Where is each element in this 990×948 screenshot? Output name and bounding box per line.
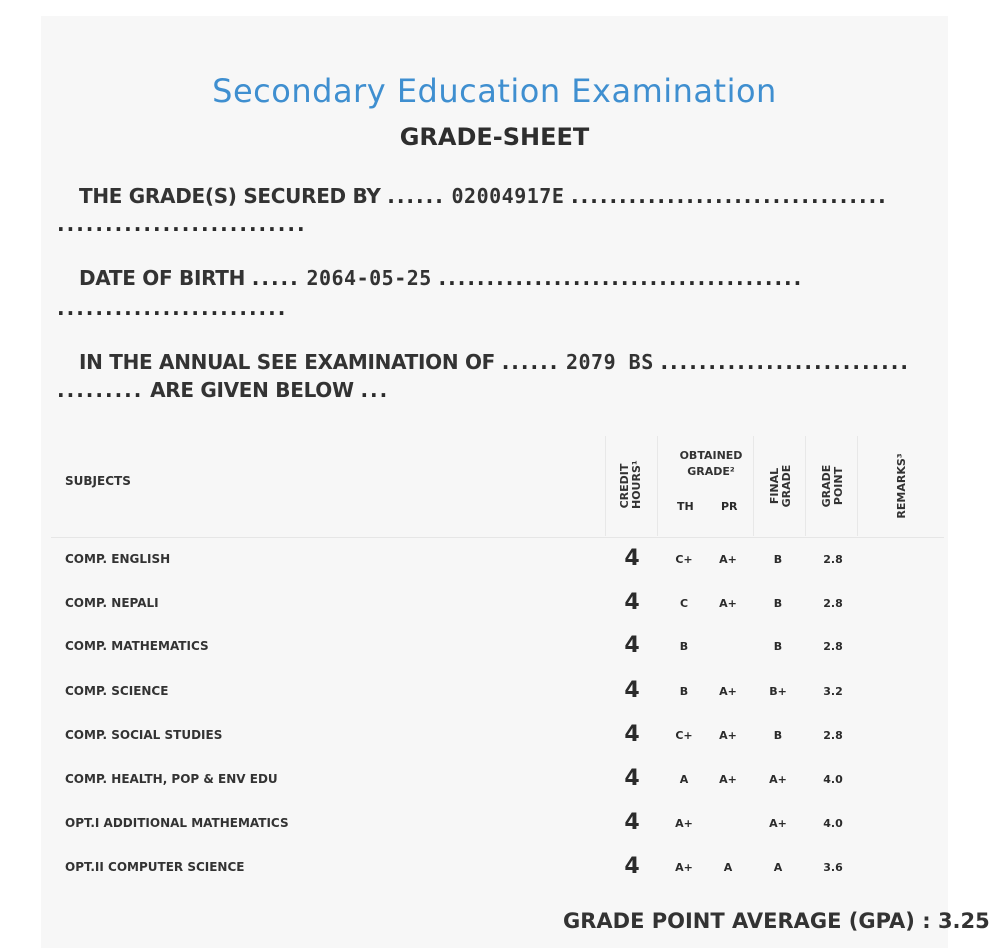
exam-line: IN THE ANNUAL SEE EXAMINATION OF ...... 2079 BS .......................... [79,350,910,374]
grade-point: 2.8 [823,729,843,742]
table-row [51,582,944,626]
dotted-continuation: ........................ [57,296,288,320]
theory-grade: B [679,685,689,698]
final-grade: B [773,640,783,653]
gpa-line [563,909,990,933]
table-row [51,758,944,802]
credit-hours: 4 [624,590,640,615]
subject-name: COMP. SOCIAL STUDIES [65,728,223,742]
practical-grade: A+ [719,597,737,610]
credit-hours: 4 [624,546,640,571]
final-grade: A [773,861,783,874]
practical-grade: A+ [719,729,737,742]
credit-hours: 4 [624,678,640,703]
final-grade: B [773,729,783,742]
given-below-line: ......... ARE GIVEN BELOW ... [57,378,390,402]
final-grade: B [773,553,783,566]
header-credit-hours: CREDIT HOURS¹ [618,460,643,509]
grade-sheet [41,16,990,948]
header-subjects: SUBJECTS [65,474,131,488]
table-row [51,846,944,890]
gpa-value: 3.25 [937,909,990,933]
credit-hours: 4 [624,722,640,747]
secured-by-line: THE GRADE(S) SECURED BY ...... 02004917E ................................. [79,184,888,208]
table-row [51,714,944,758]
theory-grade: C [679,597,689,610]
final-grade: A+ [769,773,787,786]
column-divider [805,436,806,536]
header-pr: PR [721,500,738,513]
subject-name: OPT.II COMPUTER SCIENCE [65,860,245,874]
grade-point: 2.8 [823,553,843,566]
final-grade: A+ [769,817,787,830]
theory-grade: A+ [675,861,693,874]
exam-label: IN THE ANNUAL SEE EXAMINATION OF [79,350,496,374]
subject-name: COMP. HEALTH, POP & ENV EDU [65,772,278,786]
exam-year: 2079 BS [565,350,654,374]
table-row [51,670,944,714]
grade-point: 3.2 [823,685,843,698]
dob-value: 2064-05-25 [306,266,432,290]
column-divider [605,436,606,536]
column-divider [857,436,858,536]
practical-grade: A [723,861,733,874]
practical-grade: A+ [719,685,737,698]
credit-hours: 4 [624,810,640,835]
subject-name: COMP. MATHEMATICS [65,639,209,653]
theory-grade: B [679,640,689,653]
grade-point: 2.8 [823,640,843,653]
credit-hours: 4 [624,854,640,879]
table-row [51,625,944,669]
final-grade: B+ [769,685,787,698]
table-row [51,802,944,846]
dob-line: DATE OF BIRTH ..... 2064-05-25 ...................................... [79,266,804,290]
grade-point: 2.8 [823,597,843,610]
theory-grade: A+ [675,817,693,830]
dob-label: DATE OF BIRTH [79,266,246,290]
sheet-title: GRADE-SHEET [399,123,590,151]
subject-name: OPT.I ADDITIONAL MATHEMATICS [65,816,289,830]
dotted-continuation: .......................... [57,212,307,236]
table-row [51,538,944,582]
theory-grade: A [679,773,689,786]
theory-grade: C+ [675,553,693,566]
header-obtained-grade: OBTAINED GRADE² [679,449,743,478]
subject-name: COMP. NEPALI [65,596,159,610]
practical-grade: A+ [719,773,737,786]
student-id: 02004917E [451,184,565,208]
column-divider [753,436,754,536]
header-remarks: REMARKS³ [895,453,908,519]
theory-grade: C+ [675,729,693,742]
header-th: TH [677,500,694,513]
gpa-label: GRADE POINT AVERAGE (GPA) : [563,909,931,933]
secured-by-label: THE GRADE(S) SECURED BY [79,184,381,208]
header-final-grade: FINAL GRADE [768,464,793,508]
exam-title: Secondary Education Examination [212,72,777,110]
column-divider [657,436,658,536]
subject-name: COMP. SCIENCE [65,684,169,698]
subject-name: COMP. ENGLISH [65,552,171,566]
credit-hours: 4 [624,633,640,658]
header-grade-point: GRADE POINT [820,464,845,508]
grade-point: 4.0 [823,773,843,786]
grades-table [51,436,944,879]
grade-point: 3.6 [823,861,843,874]
grade-point: 4.0 [823,817,843,830]
credit-hours: 4 [624,766,640,791]
practical-grade: A+ [719,553,737,566]
final-grade: B [773,597,783,610]
given-below: ARE GIVEN BELOW [150,378,354,402]
